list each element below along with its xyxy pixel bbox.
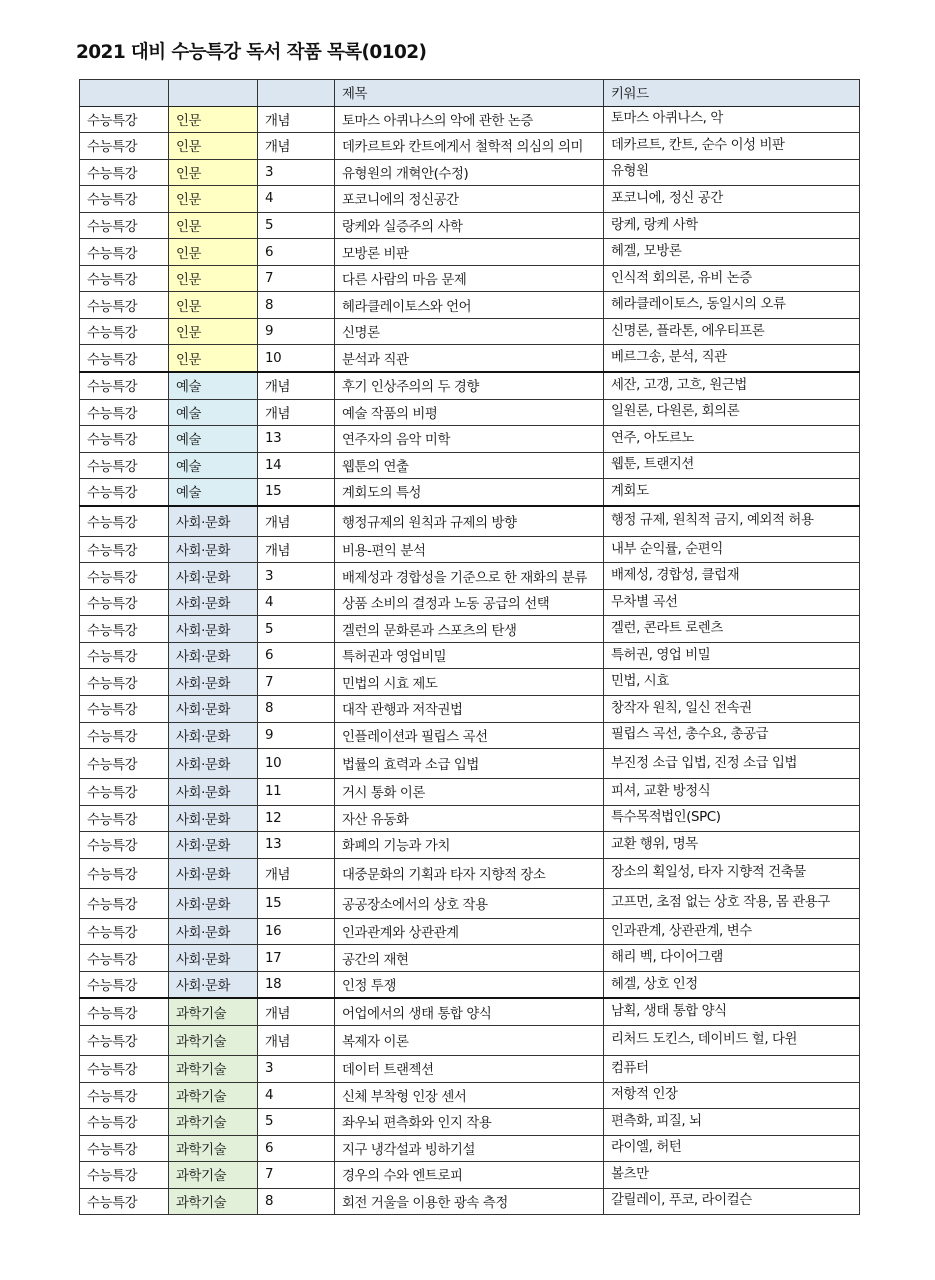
title-cell: 화폐의 기능과 가치 xyxy=(335,832,604,859)
table-row xyxy=(80,1025,860,1055)
category-cell: 예술 xyxy=(169,399,258,426)
title-cell: 대작 관행과 저작권법 xyxy=(335,696,604,723)
number-cell: 17 xyxy=(258,945,335,972)
keyword-cell: 헤겔, 모방론 xyxy=(604,239,860,266)
keyword-cell: 필립스 곡선, 총수요, 총공급 xyxy=(604,722,860,749)
category-cell: 과학기술 xyxy=(169,1109,258,1136)
keyword-cell: 신명론, 플라톤, 에우티프론 xyxy=(604,318,860,345)
table-row xyxy=(80,479,860,506)
keyword-cell: 저항적 인장 xyxy=(604,1082,860,1109)
category-cell: 예술 xyxy=(169,426,258,453)
table-row xyxy=(80,918,860,945)
category-cell: 인문 xyxy=(169,106,258,133)
category-cell: 과학기술 xyxy=(169,1082,258,1109)
table-row xyxy=(80,1109,860,1136)
table-row xyxy=(80,563,860,590)
book-cell: 수능특강 xyxy=(80,616,169,643)
title-cell: 연주자의 음악 미학 xyxy=(335,426,604,453)
title-cell: 특허권과 영업비밀 xyxy=(335,642,604,669)
title-cell: 다른 사람의 마음 문제 xyxy=(335,265,604,292)
keyword-cell: 피셔, 교환 방정식 xyxy=(604,779,860,806)
title-cell: 랑케와 실증주의 사학 xyxy=(335,212,604,239)
title-cell: 거시 통화 이론 xyxy=(335,779,604,806)
number-cell: 개념 xyxy=(258,536,335,563)
table-row xyxy=(80,722,860,749)
table-row xyxy=(80,696,860,723)
book-cell: 수능특강 xyxy=(80,805,169,832)
table-row xyxy=(80,133,860,160)
title-cell: 데카르트와 칸트에게서 철학적 의심의 의미 xyxy=(335,133,604,160)
category-cell: 과학기술 xyxy=(169,998,258,1025)
keyword-cell: 교환 행위, 명목 xyxy=(604,832,860,859)
keyword-cell: 컴퓨터 xyxy=(604,1055,860,1082)
table-row xyxy=(80,1162,860,1189)
number-cell: 9 xyxy=(258,318,335,345)
title-cell: 웹툰의 연출 xyxy=(335,452,604,479)
keyword-cell: 웹툰, 트랜지션 xyxy=(604,452,860,479)
book-cell: 수능특강 xyxy=(80,1082,169,1109)
category-cell: 인문 xyxy=(169,133,258,160)
keyword-cell: 데카르트, 칸트, 순수 이성 비판 xyxy=(604,133,860,160)
title-cell: 겔런의 문화론과 스포츠의 탄생 xyxy=(335,616,604,643)
number-cell: 개념 xyxy=(258,133,335,160)
table-row xyxy=(80,452,860,479)
keyword-cell: 인과관계, 상관관계, 변수 xyxy=(604,918,860,945)
category-cell: 인문 xyxy=(169,345,258,372)
category-cell: 인문 xyxy=(169,159,258,186)
number-cell: 개념 xyxy=(258,998,335,1025)
category-cell: 사회·문화 xyxy=(169,749,258,779)
keyword-cell: 라이엘, 허턴 xyxy=(604,1135,860,1162)
book-cell: 수능특강 xyxy=(80,479,169,506)
table-row xyxy=(80,239,860,266)
book-cell: 수능특강 xyxy=(80,1162,169,1189)
category-cell: 과학기술 xyxy=(169,1188,258,1215)
category-cell: 사회·문화 xyxy=(169,805,258,832)
title-cell: 포코니에의 정신공간 xyxy=(335,186,604,213)
category-cell: 과학기술 xyxy=(169,1162,258,1189)
number-cell: 7 xyxy=(258,1162,335,1189)
keyword-cell: 편측화, 피질, 뇌 xyxy=(604,1109,860,1136)
book-cell: 수능특강 xyxy=(80,292,169,319)
category-cell: 예술 xyxy=(169,372,258,399)
book-cell: 수능특강 xyxy=(80,345,169,372)
number-cell: 개념 xyxy=(258,858,335,888)
category-cell: 인문 xyxy=(169,212,258,239)
number-cell: 14 xyxy=(258,452,335,479)
number-cell: 6 xyxy=(258,239,335,266)
table-row xyxy=(80,945,860,972)
number-cell: 3 xyxy=(258,1055,335,1082)
header-keyword: 키워드 xyxy=(604,80,860,107)
table-row xyxy=(80,971,860,998)
table-row xyxy=(80,399,860,426)
number-cell: 4 xyxy=(258,186,335,213)
table-row xyxy=(80,372,860,399)
number-cell: 개념 xyxy=(258,106,335,133)
category-cell: 사회·문화 xyxy=(169,642,258,669)
category-cell: 사회·문화 xyxy=(169,506,258,537)
keyword-cell: 특허권, 영업 비밀 xyxy=(604,642,860,669)
book-cell: 수능특강 xyxy=(80,779,169,806)
keyword-cell: 행정 규제, 원칙적 금지, 예외적 허용 xyxy=(604,506,860,537)
keyword-cell: 리처드 도킨스, 데이비드 헐, 다윈 xyxy=(604,1025,860,1055)
title-cell: 예술 작품의 비평 xyxy=(335,399,604,426)
category-cell: 사회·문화 xyxy=(169,536,258,563)
keyword-cell: 겔런, 콘라트 로렌츠 xyxy=(604,616,860,643)
table-header-row xyxy=(80,80,860,107)
book-cell: 수능특강 xyxy=(80,536,169,563)
number-cell: 11 xyxy=(258,779,335,806)
category-cell: 사회·문화 xyxy=(169,669,258,696)
number-cell: 15 xyxy=(258,479,335,506)
title-cell: 인정 투쟁 xyxy=(335,971,604,998)
book-cell: 수능특강 xyxy=(80,318,169,345)
number-cell: 5 xyxy=(258,1109,335,1136)
title-cell: 공간의 재현 xyxy=(335,945,604,972)
table-row xyxy=(80,345,860,372)
table-row xyxy=(80,998,860,1025)
keyword-cell: 헤겔, 상호 인정 xyxy=(604,971,860,998)
book-cell: 수능특강 xyxy=(80,998,169,1025)
keyword-cell: 장소의 획일성, 타자 지향적 건축물 xyxy=(604,858,860,888)
title-cell: 모방론 비판 xyxy=(335,239,604,266)
book-cell: 수능특강 xyxy=(80,106,169,133)
table-row xyxy=(80,159,860,186)
table-row xyxy=(80,616,860,643)
keyword-cell: 연주, 아도르노 xyxy=(604,426,860,453)
book-cell: 수능특강 xyxy=(80,159,169,186)
title-cell: 민법의 시효 제도 xyxy=(335,669,604,696)
category-cell: 인문 xyxy=(169,186,258,213)
number-cell: 13 xyxy=(258,832,335,859)
table-row xyxy=(80,1188,860,1215)
book-cell: 수능특강 xyxy=(80,696,169,723)
keyword-cell: 무차별 곡선 xyxy=(604,589,860,616)
keyword-cell: 남획, 생태 통합 양식 xyxy=(604,998,860,1025)
book-cell: 수능특강 xyxy=(80,426,169,453)
category-cell: 과학기술 xyxy=(169,1055,258,1082)
keyword-cell: 인식적 회의론, 유비 논증 xyxy=(604,265,860,292)
book-cell: 수능특강 xyxy=(80,669,169,696)
table-row xyxy=(80,1135,860,1162)
title-cell: 데이터 트랜젝션 xyxy=(335,1055,604,1082)
keyword-cell: 배제성, 경합성, 클럽재 xyxy=(604,563,860,590)
number-cell: 8 xyxy=(258,292,335,319)
table-row xyxy=(80,426,860,453)
table-row xyxy=(80,106,860,133)
category-cell: 인문 xyxy=(169,318,258,345)
title-cell: 회전 거울을 이용한 광속 측정 xyxy=(335,1188,604,1215)
title-cell: 신체 부착형 인장 센서 xyxy=(335,1082,604,1109)
keyword-cell: 계회도 xyxy=(604,479,860,506)
title-cell: 유형원의 개혁안(수정) xyxy=(335,159,604,186)
keyword-cell: 갈릴레이, 푸코, 라이컬슨 xyxy=(604,1188,860,1215)
number-cell: 15 xyxy=(258,888,335,918)
category-cell: 사회·문화 xyxy=(169,722,258,749)
book-cell: 수능특강 xyxy=(80,858,169,888)
book-cell: 수능특강 xyxy=(80,239,169,266)
number-cell: 4 xyxy=(258,589,335,616)
number-cell: 개념 xyxy=(258,506,335,537)
title-cell: 신명론 xyxy=(335,318,604,345)
number-cell: 13 xyxy=(258,426,335,453)
number-cell: 개념 xyxy=(258,1025,335,1055)
category-cell: 사회·문화 xyxy=(169,779,258,806)
category-cell: 사회·문화 xyxy=(169,589,258,616)
book-cell: 수능특강 xyxy=(80,1135,169,1162)
number-cell: 18 xyxy=(258,971,335,998)
title-cell: 인플레이션과 필립스 곡선 xyxy=(335,722,604,749)
title-cell: 자산 유동화 xyxy=(335,805,604,832)
keyword-cell: 창작자 원칙, 일신 전속권 xyxy=(604,696,860,723)
keyword-cell: 부진정 소급 입법, 진정 소급 입법 xyxy=(604,749,860,779)
book-cell: 수능특강 xyxy=(80,452,169,479)
category-cell: 사회·문화 xyxy=(169,832,258,859)
table-row xyxy=(80,265,860,292)
header-cell xyxy=(258,80,335,107)
book-cell: 수능특강 xyxy=(80,722,169,749)
book-cell: 수능특강 xyxy=(80,1025,169,1055)
title-cell: 지구 냉각설과 빙하기설 xyxy=(335,1135,604,1162)
table-row xyxy=(80,858,860,888)
book-cell: 수능특강 xyxy=(80,212,169,239)
book-cell: 수능특강 xyxy=(80,832,169,859)
header-title: 제목 xyxy=(335,80,604,107)
book-cell: 수능특강 xyxy=(80,506,169,537)
category-cell: 인문 xyxy=(169,239,258,266)
table-row xyxy=(80,805,860,832)
number-cell: 6 xyxy=(258,642,335,669)
category-cell: 예술 xyxy=(169,479,258,506)
category-cell: 인문 xyxy=(169,292,258,319)
number-cell: 개념 xyxy=(258,372,335,399)
category-cell: 사회·문화 xyxy=(169,971,258,998)
number-cell: 7 xyxy=(258,265,335,292)
keyword-cell: 유형원 xyxy=(604,159,860,186)
keyword-cell: 고프먼, 초점 없는 상호 작용, 몸 관용구 xyxy=(604,888,860,918)
title-cell: 어업에서의 생태 통합 양식 xyxy=(335,998,604,1025)
title-cell: 법률의 효력과 소급 입법 xyxy=(335,749,604,779)
table-row xyxy=(80,642,860,669)
table-row xyxy=(80,536,860,563)
book-cell: 수능특강 xyxy=(80,1109,169,1136)
title-cell: 계회도의 특성 xyxy=(335,479,604,506)
keyword-cell: 해리 벡, 다이어그램 xyxy=(604,945,860,972)
book-cell: 수능특강 xyxy=(80,971,169,998)
title-cell: 경우의 수와 엔트로피 xyxy=(335,1162,604,1189)
book-cell: 수능특강 xyxy=(80,642,169,669)
number-cell: 5 xyxy=(258,212,335,239)
book-cell: 수능특강 xyxy=(80,888,169,918)
title-cell: 후기 인상주의의 두 경향 xyxy=(335,372,604,399)
table-row xyxy=(80,212,860,239)
table-row xyxy=(80,1055,860,1082)
number-cell: 개념 xyxy=(258,399,335,426)
title-cell: 행정규제의 원칙과 규제의 방향 xyxy=(335,506,604,537)
keyword-cell: 내부 순익률, 순편익 xyxy=(604,536,860,563)
keyword-cell: 특수목적법인(SPC) xyxy=(604,805,860,832)
keyword-cell: 민법, 시효 xyxy=(604,669,860,696)
keyword-cell: 베르그송, 분석, 직관 xyxy=(604,345,860,372)
table-row xyxy=(80,888,860,918)
book-cell: 수능특강 xyxy=(80,399,169,426)
keyword-cell: 랑케, 랑케 사학 xyxy=(604,212,860,239)
header-cell xyxy=(80,80,169,107)
table-row xyxy=(80,318,860,345)
category-cell: 사회·문화 xyxy=(169,616,258,643)
book-cell: 수능특강 xyxy=(80,133,169,160)
table-row xyxy=(80,506,860,537)
number-cell: 5 xyxy=(258,616,335,643)
table-row xyxy=(80,749,860,779)
book-cell: 수능특강 xyxy=(80,372,169,399)
number-cell: 4 xyxy=(258,1082,335,1109)
title-cell: 상품 소비의 결정과 노동 공급의 선택 xyxy=(335,589,604,616)
page-title: 2021 대비 수능특강 독서 작품 목록(0102) xyxy=(76,42,427,63)
number-cell: 8 xyxy=(258,696,335,723)
category-cell: 사회·문화 xyxy=(169,888,258,918)
category-cell: 과학기술 xyxy=(169,1025,258,1055)
table-row xyxy=(80,1082,860,1109)
title-cell: 공공장소에서의 상호 작용 xyxy=(335,888,604,918)
number-cell: 7 xyxy=(258,669,335,696)
table-row xyxy=(80,186,860,213)
keyword-cell: 일원론, 다원론, 회의론 xyxy=(604,399,860,426)
category-cell: 인문 xyxy=(169,265,258,292)
keyword-cell: 토마스 아퀴나스, 악 xyxy=(604,106,860,133)
table-row xyxy=(80,832,860,859)
book-cell: 수능특강 xyxy=(80,1055,169,1082)
book-cell: 수능특강 xyxy=(80,1188,169,1215)
title-cell: 복제자 이론 xyxy=(335,1025,604,1055)
title-cell: 토마스 아퀴나스의 악에 관한 논증 xyxy=(335,106,604,133)
number-cell: 8 xyxy=(258,1188,335,1215)
title-cell: 비용-편익 분석 xyxy=(335,536,604,563)
number-cell: 3 xyxy=(258,563,335,590)
category-cell: 사회·문화 xyxy=(169,858,258,888)
category-cell: 사회·문화 xyxy=(169,563,258,590)
number-cell: 10 xyxy=(258,749,335,779)
book-cell: 수능특강 xyxy=(80,265,169,292)
title-cell: 헤라클레이토스와 언어 xyxy=(335,292,604,319)
category-cell: 예술 xyxy=(169,452,258,479)
table-row xyxy=(80,669,860,696)
book-cell: 수능특강 xyxy=(80,589,169,616)
category-cell: 과학기술 xyxy=(169,1135,258,1162)
title-cell: 대중문화의 기획과 타자 지향적 장소 xyxy=(335,858,604,888)
category-cell: 사회·문화 xyxy=(169,945,258,972)
book-cell: 수능특강 xyxy=(80,186,169,213)
category-cell: 사회·문화 xyxy=(169,696,258,723)
header-cell xyxy=(169,80,258,107)
book-cell: 수능특강 xyxy=(80,945,169,972)
title-cell: 좌우뇌 편측화와 인지 작용 xyxy=(335,1109,604,1136)
reading-list-table xyxy=(79,79,860,1215)
title-cell: 분석과 직관 xyxy=(335,345,604,372)
category-cell: 사회·문화 xyxy=(169,918,258,945)
number-cell: 16 xyxy=(258,918,335,945)
number-cell: 10 xyxy=(258,345,335,372)
book-cell: 수능특강 xyxy=(80,918,169,945)
book-cell: 수능특강 xyxy=(80,749,169,779)
keyword-cell: 포코니에, 정신 공간 xyxy=(604,186,860,213)
table-row xyxy=(80,779,860,806)
number-cell: 6 xyxy=(258,1135,335,1162)
title-cell: 인과관계와 상관관계 xyxy=(335,918,604,945)
keyword-cell: 볼츠만 xyxy=(604,1162,860,1189)
keyword-cell: 세잔, 고갱, 고흐, 원근법 xyxy=(604,372,860,399)
title-cell: 배제성과 경합성을 기준으로 한 재화의 분류 xyxy=(335,563,604,590)
table-row xyxy=(80,292,860,319)
table-row xyxy=(80,589,860,616)
keyword-cell: 헤라클레이토스, 동일시의 오류 xyxy=(604,292,860,319)
table-body xyxy=(80,106,860,1215)
number-cell: 12 xyxy=(258,805,335,832)
number-cell: 3 xyxy=(258,159,335,186)
number-cell: 9 xyxy=(258,722,335,749)
book-cell: 수능특강 xyxy=(80,563,169,590)
